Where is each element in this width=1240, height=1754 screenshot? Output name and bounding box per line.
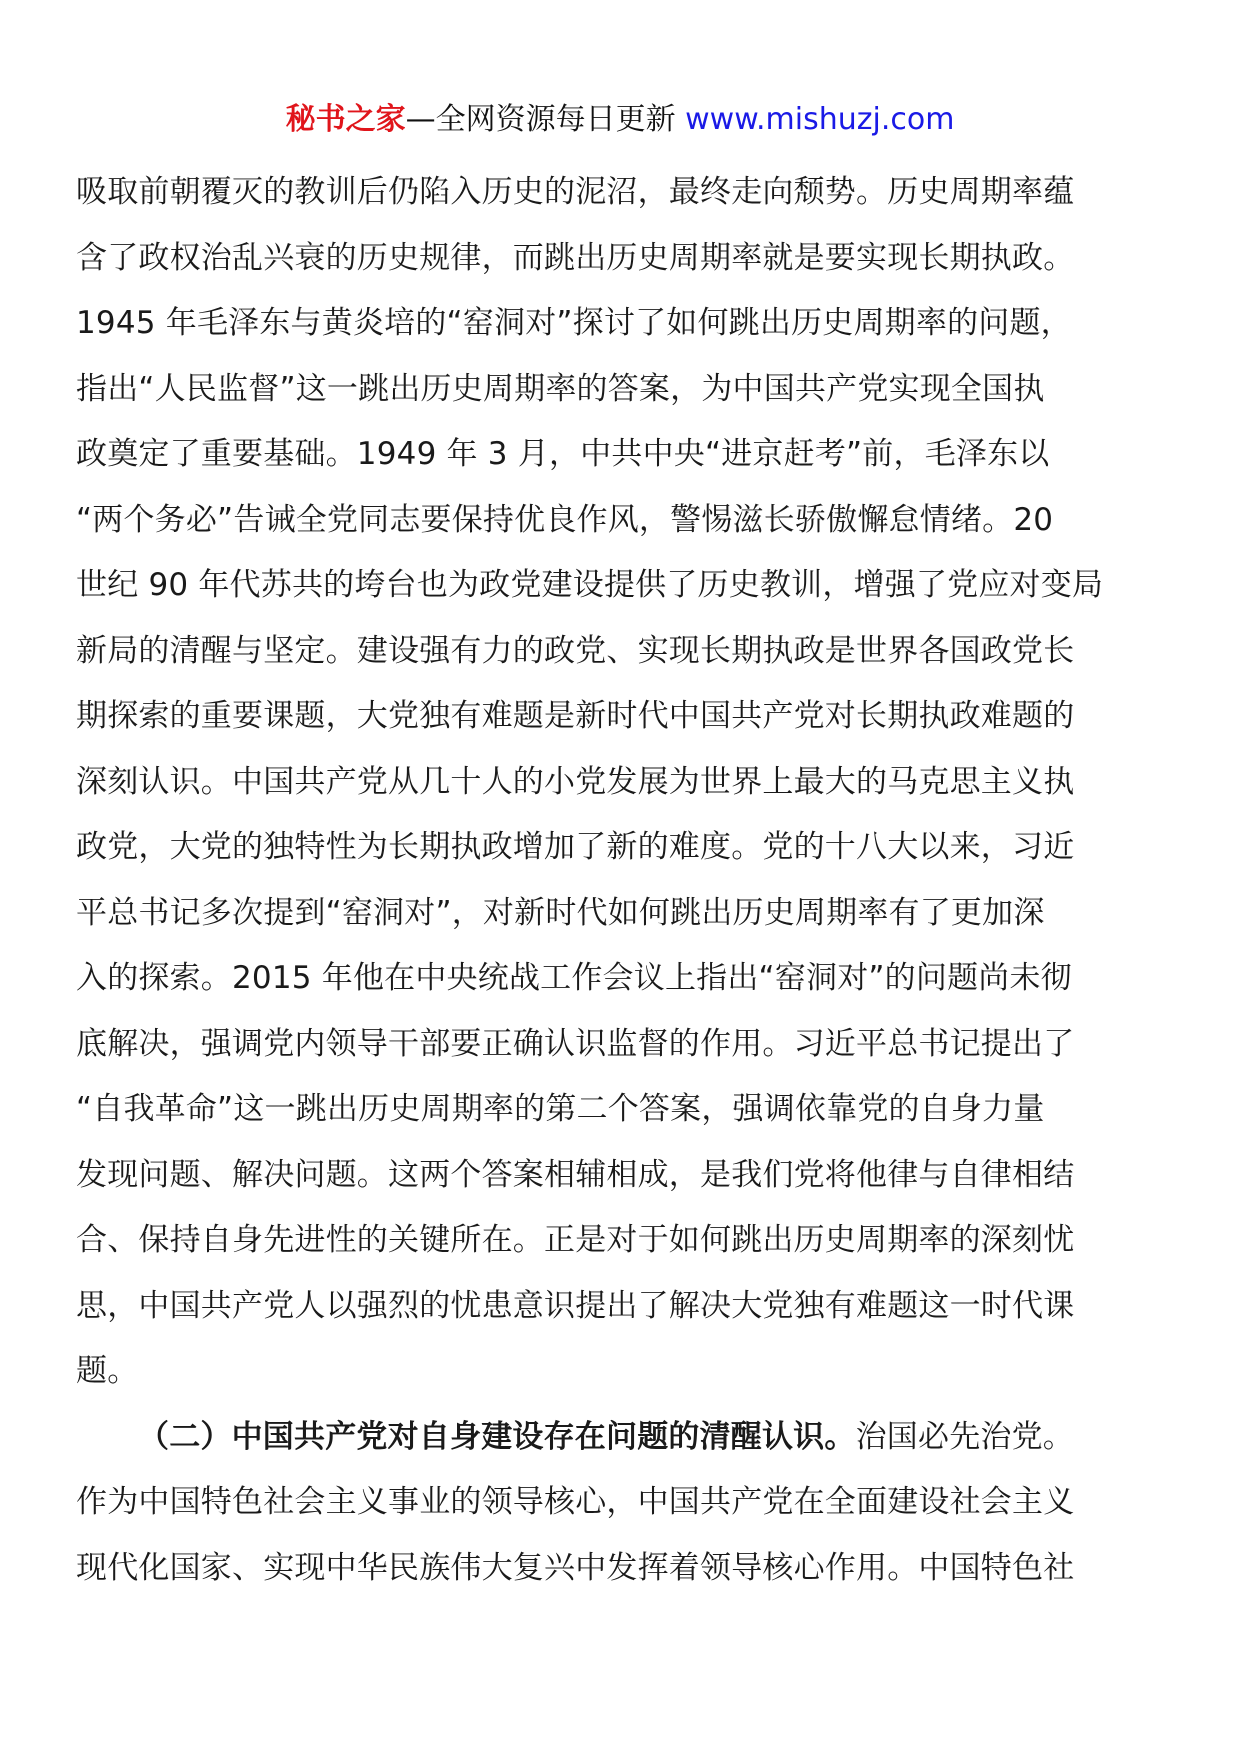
body-line: “自我革命”这一跳出历史周期率的第二个答案，强调依靠党的自身力量 bbox=[76, 1091, 1045, 1127]
body-line: 吸取前朝覆灭的教训后仍陷入历史的泥沼，最终走向颓势。历史周期率蕴 bbox=[76, 174, 1075, 210]
body-line: 期探索的重要课题，大党独有难题是新时代中国共产党对长期执政难题的 bbox=[76, 698, 1075, 734]
page-header bbox=[0, 100, 1240, 140]
body-line: 合、保持自身先进性的关键所在。正是对于如何跳出历史周期率的深刻忧 bbox=[76, 1222, 1075, 1258]
body-line: 深刻认识。中国共产党从几十人的小党发展为世界上最大的马克思主义执 bbox=[76, 763, 1075, 800]
body-line: 1945 年毛泽东与黄炎培的“窑洞对”探讨了如何跳出历史周期率的问题， bbox=[76, 305, 1072, 341]
section-heading-line bbox=[76, 1405, 1168, 1471]
brand-name: 秘书之家 bbox=[285, 102, 406, 137]
body-line: 指出“人民监督”这一跳出历史周期率的答案，为中国共产党实现全国执 bbox=[76, 370, 1045, 407]
section-heading-continuation: 治国必先治党。 bbox=[855, 1418, 1075, 1455]
body-line: 含了政权治乱兴衰的历史规律，而跳出历史周期率就是要实现长期执政。 bbox=[76, 239, 1075, 276]
website-link[interactable]: www.mishuzj.com bbox=[685, 102, 955, 137]
header-tagline: —全网资源每日更新 bbox=[405, 102, 686, 137]
body-line: 题。 bbox=[76, 1353, 139, 1389]
body-line: 政党，大党的独特性为长期执政增加了新的难度。党的十八大以来，习近 bbox=[76, 829, 1075, 865]
body-line: 政奠定了重要基础。1949 年 3 月，中共中央“进京赶考”前，毛泽东以 bbox=[76, 436, 1050, 472]
body-line: 现代化国家、实现中华民族伟大复兴中发挥着领导核心作用。中国特色社 bbox=[76, 1549, 1075, 1586]
section-heading: （二）中国共产党对自身建设存在问题的清醒认识。 bbox=[138, 1418, 856, 1455]
body-line: 新局的清醒与坚定。建设强有力的政党、实现长期执政是世界各国政党长 bbox=[76, 632, 1075, 669]
body-line: 世纪 90 年代苏共的垮台也为政党建设提供了历史教训，增强了党应对变局 bbox=[76, 567, 1104, 603]
body-line: 思，中国共产党人以强烈的忧患意识提出了解决大党独有难题这一时代课 bbox=[76, 1287, 1075, 1324]
body-line: 入的探索。2015 年他在中央统战工作会议上指出“窑洞对”的问题尚未彻 bbox=[76, 960, 1072, 996]
body-line: “两个务必”告诫全党同志要保持优良作风，警惕滋长骄傲懈怠情绪。20 bbox=[76, 501, 1054, 538]
document-body bbox=[76, 160, 1168, 1601]
body-line: 平总书记多次提到“窑洞对”，对新时代如何跳出历史周期率有了更加深 bbox=[76, 894, 1045, 931]
body-line: 发现问题、解决问题。这两个答案相辅相成，是我们党将他律与自律相结 bbox=[76, 1156, 1075, 1193]
body-line: 底解决，强调党内领导干部要正确认识监督的作用。习近平总书记提出了 bbox=[76, 1025, 1075, 1062]
body-line: 作为中国特色社会主义事业的领导核心，中国共产党在全面建设社会主义 bbox=[76, 1484, 1075, 1520]
